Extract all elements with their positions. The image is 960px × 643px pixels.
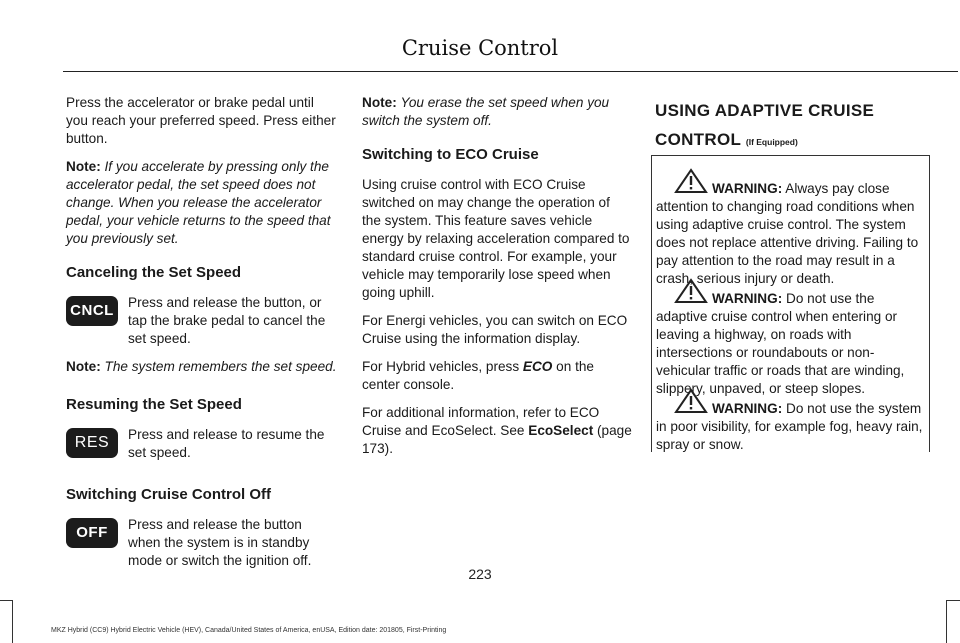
cncl-button-icon: CNCL (66, 296, 118, 326)
header-divider (63, 71, 958, 72)
warning-text: Always pay close attention to changing road conditions when using adaptive cruise control. The system does not replace attentive driving. Failing to pay attention to the road may result in a crash, serious injury or death. (656, 181, 919, 286)
warning-paragraph (656, 180, 925, 288)
warning-triangle-icon (674, 278, 708, 304)
warning-triangle-icon (674, 388, 708, 414)
eco-heading: Switching to ECO Cruise (362, 146, 539, 163)
off-heading: Switching Cruise Control Off (66, 486, 271, 503)
cancel-text: Press and release the button, or tap the brake pedal to cancel the set speed. (128, 295, 326, 346)
intro-paragraph: Press the accelerator or brake pedal until you reach your preferred speed. Press either button. (66, 95, 336, 146)
eco-paragraph-2: For Energi vehicles, you can switch on ECO Cruise using the information display. (362, 313, 628, 346)
eco-paragraph-1: Using cruise control with ECO Cruise switched on may change the operation of the system. This feature saves vehicle energy by relaxing acceleration compared to standard cruise control. For example, your vehicle may temporarily lose speed when going uphill. (362, 177, 630, 300)
if-equipped-label: (If Equipped) (745, 137, 798, 147)
note-text: You erase the set speed when you switch the system off. (362, 95, 610, 128)
crop-mark (12, 600, 13, 643)
note-paragraph (362, 94, 632, 130)
note-label: Note: (66, 159, 101, 174)
note-label: Note: (362, 95, 397, 110)
note-text: If you accelerate by pressing only the accelerator pedal, the set speed does not change. When you release the accelerator pedal, your vehicle returns to the speed that you previously set. (66, 159, 331, 246)
warning-label: WARNING: (712, 291, 783, 306)
warning-3 (652, 400, 929, 454)
resume-instruction (66, 426, 338, 462)
note-label: Note: (66, 359, 101, 374)
resume-text: Press and release to resume the set speed. (128, 427, 325, 460)
cancel-heading: Canceling the Set Speed (66, 264, 242, 281)
section-heading-line-1: USING ADAPTIVE CRUISE (655, 101, 875, 120)
page-header-title: Cruise Control (401, 36, 559, 60)
column-middle (362, 94, 632, 468)
warning-triangle-icon (674, 168, 708, 194)
off-instruction (66, 516, 338, 570)
warning-paragraph (656, 290, 925, 398)
text-segment: on the center console. (362, 359, 594, 392)
cancel-instruction (66, 294, 338, 348)
off-button-icon: OFF (66, 518, 118, 548)
warning-1 (652, 180, 929, 288)
warning-2 (652, 290, 929, 398)
note-paragraph-2 (66, 358, 338, 376)
ecoselect-reference-link[interactable]: EcoSelect (528, 423, 594, 438)
crop-mark (946, 600, 947, 643)
section-heading (655, 96, 945, 157)
note-paragraph (66, 158, 338, 248)
warning-label: WARNING: (712, 181, 783, 196)
resume-heading: Resuming the Set Speed (66, 396, 242, 413)
eco-paragraph-3 (362, 358, 632, 394)
warning-text: Do not use the system in poor visibility, for example fog, heavy rain, spray or snow. (656, 401, 923, 452)
eco-paragraph-4 (362, 404, 632, 458)
crop-mark (0, 600, 12, 601)
crop-mark (946, 600, 960, 601)
note-text: The system remembers the set speed. (104, 359, 337, 374)
text-segment: For Hybrid vehicles, press (362, 359, 523, 374)
eco-button-name: ECO (522, 359, 553, 374)
warning-text: Do not use the adaptive cruise control when entering or leaving a highway, on roads with intersections or roundabouts or non-vehicular traffic or roads that are winding, slippery, unpaved, or steep slopes. (656, 291, 905, 396)
off-text: Press and release the button when the system is in standby mode or switch the ignition off. (128, 517, 312, 568)
heading-text: CONTROL (655, 130, 741, 149)
text-segment: For additional information, refer to ECO Cruise and EcoSelect. See (362, 405, 600, 438)
column-left (66, 94, 338, 580)
footer-text: MKZ Hybrid (CC9) Hybrid Electric Vehicle (HEV), Canada/United States of America, enUSA, Edition date: 201805, First-Printing (51, 627, 447, 634)
warning-label: WARNING: (712, 401, 783, 416)
res-button-icon: RES (66, 428, 118, 458)
text-segment: (page 173). (362, 423, 632, 456)
page-number: 223 (468, 566, 492, 582)
section-heading-line-2 (655, 125, 945, 157)
warning-box (651, 155, 930, 452)
